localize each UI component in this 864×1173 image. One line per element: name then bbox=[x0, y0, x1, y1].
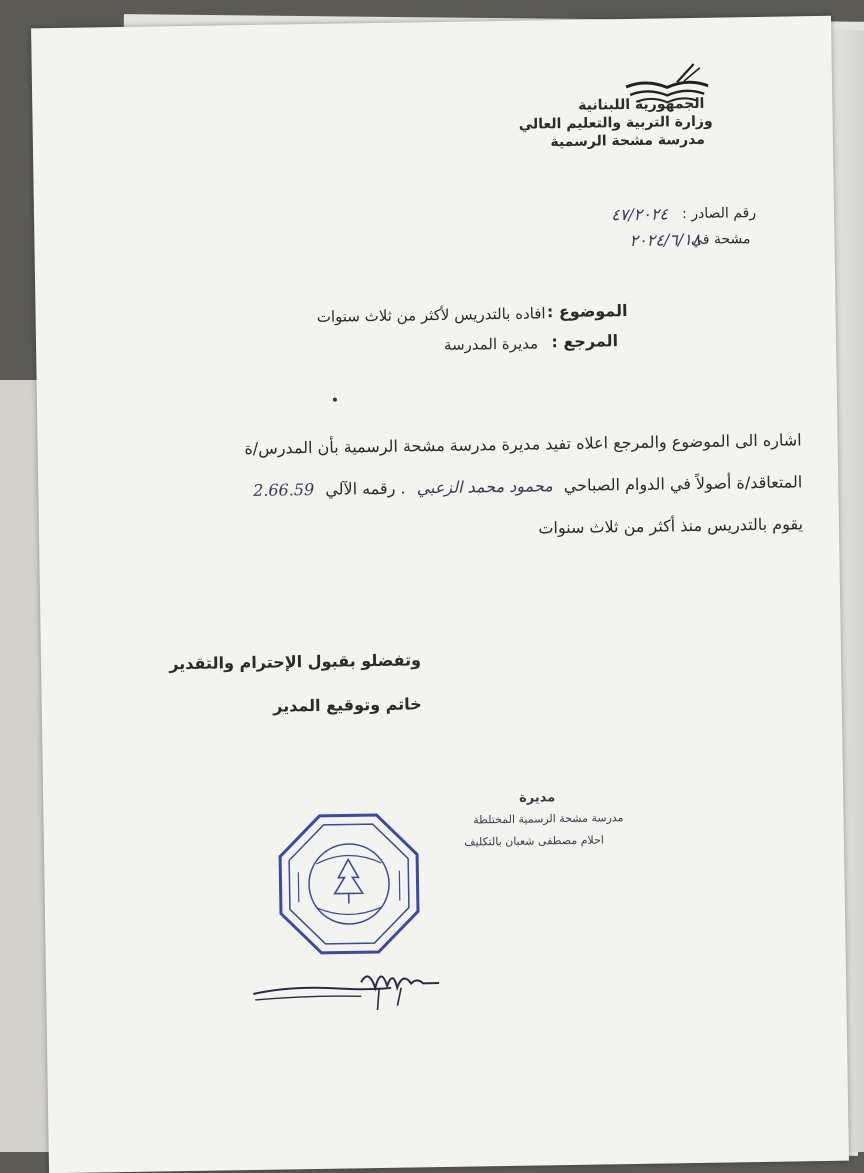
body-line-2 bbox=[253, 472, 802, 500]
subject-label: الموضوع : bbox=[547, 301, 628, 321]
body-line-2-start: المتعاقد/ة أصولاً في الدوام الصباحي bbox=[564, 472, 803, 495]
principal-name: احلام مصطفى شعبان بالتكليف bbox=[464, 833, 604, 848]
header-republic: الجمهورية اللبنانية bbox=[578, 96, 704, 114]
letter-sheet bbox=[31, 16, 849, 1173]
issue-number-label: رقم الصادر : bbox=[682, 205, 756, 222]
closing-respect: وتفضلو بقبول الإحترام والتقدير bbox=[169, 650, 421, 673]
header-ministry: وزارة التربية والتعليم العالي bbox=[519, 114, 713, 133]
teacher-id: 2.66.59 bbox=[253, 480, 314, 500]
body-line-2-mid: . رقمه الآلي bbox=[325, 479, 406, 499]
principal-title: مديرة bbox=[519, 790, 555, 806]
reference-value: مديرة المدرسة bbox=[444, 334, 538, 353]
header-school: مدرسة مشحة الرسمية bbox=[550, 132, 705, 150]
teacher-name: محمود محمد الزعبي bbox=[416, 476, 552, 497]
body-line-3: يقوم بالتدريس منذ أكثر من ثلاث سنوات bbox=[538, 514, 803, 537]
issue-date-value: ٢٠٢٤/٦/١٨ bbox=[629, 230, 700, 250]
official-seal-icon bbox=[275, 810, 422, 957]
body-line-1: اشاره الى الموضوع والمرجع اعلاه تفيد مديرة مدرسة مشحة الرسمية بأن المدرس/ة bbox=[244, 430, 801, 458]
subject-value: افاده بالتدريس لأكثر من ثلاث سنوات bbox=[317, 304, 546, 326]
issue-number-value: ٤٧/٢٠٢٤ bbox=[611, 204, 668, 224]
principal-school: مدرسة مشحة الرسمية المختلطة bbox=[473, 811, 623, 826]
reference-label: المرجع : bbox=[551, 331, 618, 351]
ink-dot bbox=[333, 398, 337, 402]
closing-stamp-signature: خاتم وتوقيع المدير bbox=[273, 694, 422, 715]
signature-icon bbox=[251, 957, 447, 1015]
issue-date-label: مشحة في bbox=[691, 231, 751, 248]
